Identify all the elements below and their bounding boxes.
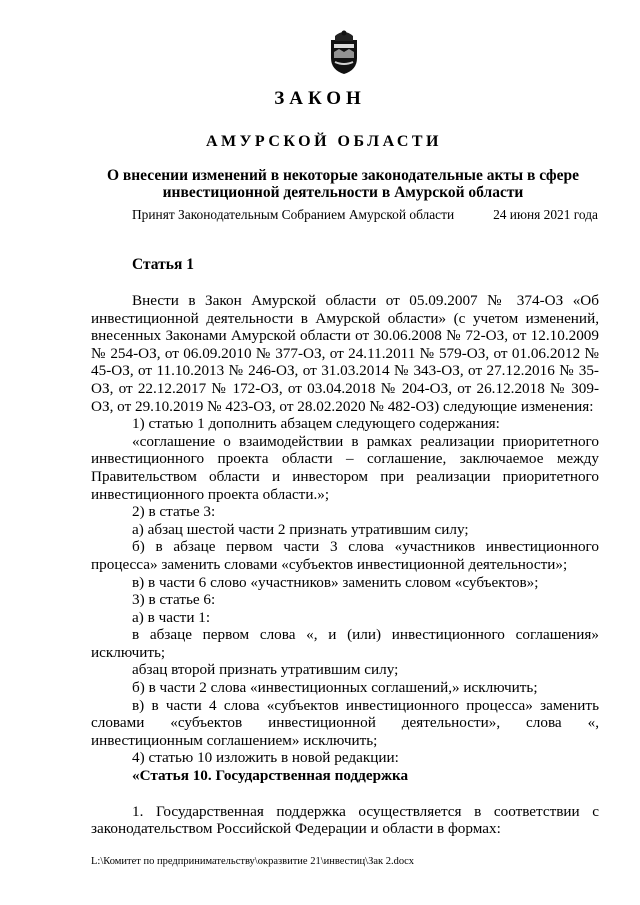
list-item: б) в абзаце первом части 3 слова «участников инвестиционного процесса» заменить словами «субъектов инвестиционной деятельности»;	[91, 538, 599, 573]
list-item: абзац второй признать утратившим силу;	[132, 661, 399, 679]
quoted-article-paragraph: 1. Государственная поддержка осуществляется в соответствии с законодательством Российской Федерации и области в формах:	[91, 802, 599, 838]
list-item: 1) статью 1 дополнить абзацем следующего содержания:	[132, 415, 500, 433]
list-item: а) в части 1:	[132, 608, 211, 626]
list-item: в абзаце первом слова «, и (или) инвестиционного соглашения» исключить;	[91, 626, 599, 661]
quoted-article-heading: «Статья 10. Государственная поддержка	[132, 767, 409, 785]
article-heading: Статья 1	[132, 256, 194, 273]
list-item: в) в части 6 слово «участников» заменить словом «субъектов»;	[132, 573, 539, 591]
list-item: «соглашение о взаимодействии в рамках реализации приоритетного инвестиционного проекта области – соглашение, заключаемое между Правительством области и инвестором при реализации приоритетного инвестиционного проекта области.»;	[91, 432, 599, 503]
file-path-footer: L:\Комитет по предпринимательству\окразвитие 21\инвестиц\Зак 2.docx	[91, 856, 415, 867]
coat-of-arms-emblem	[325, 28, 363, 76]
list-item: в) в части 4 слова «субъектов инвестиционного процесса» заменить словами «субъектов инвестиционной деятельности», слова «, инвестиционным соглашением» исключить;	[91, 696, 599, 749]
list-item: 3) в статье 6:	[132, 591, 216, 609]
list-item: 4) статью 10 изложить в новой редакции:	[132, 749, 399, 767]
region-title: АМУРСКОЙ ОБЛАСТИ	[206, 133, 442, 150]
article-body	[91, 292, 599, 838]
article-intro: Внести в Закон Амурской области от 05.09.2007 № 374-ОЗ «Об инвестиционной деятельности в Амурской области» (с учетом изменений, внесенных Законами Амурской области от 30.06.2008 № 72-ОЗ, от 12.10.2009 № 254-ОЗ, от 06.09.2010 № 377-ОЗ, от 24.11.2011 № 579-ОЗ, от 01.06.2012 № 45-ОЗ, от 11.10.2013 № 246-ОЗ, от 31.03.2014 № 343-ОЗ, от 27.12.2016 № 35-ОЗ, от 22.12.2017 № 172-ОЗ, от 03.04.2018 № 204-ОЗ, от 26.12.2018 № 309-ОЗ, от 29.10.2019 № 423-ОЗ, от 28.02.2020 № 482-ОЗ) следующие изменения:	[91, 292, 599, 415]
law-title: ЗАКОН	[274, 88, 366, 109]
list-item: б) в части 2 слова «инвестиционных соглашений,» исключить;	[132, 679, 538, 697]
list-item: а) абзац шестой части 2 признать утратившим силу;	[132, 520, 469, 538]
law-subject: О внесении изменений в некоторые законодательные акты в сфере инвестиционной деятельности в Амурской области	[106, 167, 580, 201]
adopted-date: 24 июня 2021 года	[493, 207, 598, 222]
list-item: 2) в статье 3:	[132, 503, 216, 521]
adopted-by: Принят Законодательным Собранием Амурской области	[132, 207, 455, 222]
